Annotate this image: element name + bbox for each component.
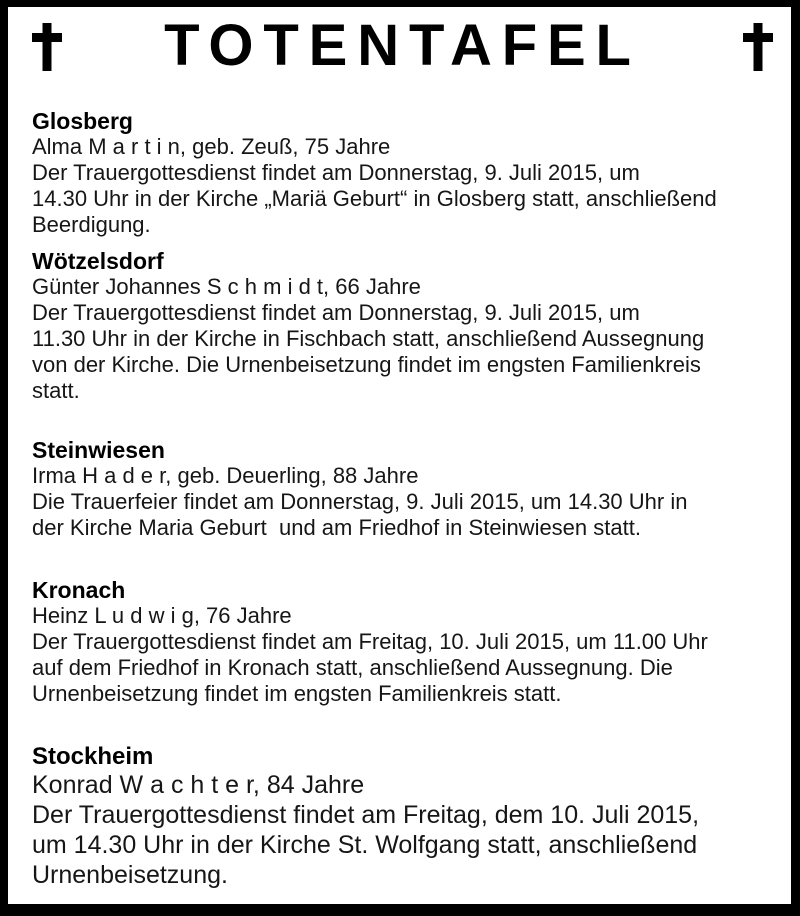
entry-name-line: Günter Johannes S c h m i d t, 66 Jahre: [32, 274, 421, 299]
entry-text-line: Urnenbeisetzung.: [32, 861, 228, 889]
entry-text-line: Der Trauergottesdienst findet am Freitag, dem 10. Juli 2015,: [32, 801, 700, 829]
entry-text-line: Urnenbeisetzung findet im engsten Familienkreis statt.: [32, 681, 562, 706]
entry-name-line: Heinz L u d w i g, 76 Jahre: [32, 603, 292, 628]
entry-text-line: der Kirche Maria Geburt und am Friedhof in Steinwiesen statt.: [32, 515, 641, 540]
entry-town: Stockheim: [32, 743, 154, 770]
obituary-entry-steinwiesen: [32, 437, 773, 541]
entry-text-line: Die Trauerfeier findet am Donnerstag, 9. Juli 2015, um 14.30 Uhr in: [32, 489, 688, 514]
entry-town: Steinwiesen: [32, 437, 165, 463]
latin-cross-icon: [32, 23, 62, 71]
entry-text-line: auf dem Friedhof in Kronach statt, anschließend Aussegnung. Die: [32, 655, 673, 680]
entry-name-line: Irma H a d e r, geb. Deuerling, 88 Jahre: [32, 463, 419, 488]
entry-text-line: 11.30 Uhr in der Kirche in Fischbach statt, anschließend Aussegnung: [32, 326, 705, 351]
obituary-entry-glosberg: [32, 108, 773, 238]
obituary-entry-stockheim: [32, 743, 773, 890]
entry-text-line: 14.30 Uhr in der Kirche „Mariä Geburt“ in Glosberg statt, anschließend: [32, 186, 717, 211]
entry-name-line: Alma M a r t i n, geb. Zeuß, 75 Jahre: [32, 134, 391, 159]
entry-text-line: von der Kirche. Die Urnenbeisetzung findet im engsten Familienkreis: [32, 352, 701, 377]
latin-cross-icon: [743, 23, 773, 71]
obituary-entry-kronach: [32, 577, 773, 707]
entry-text-line: Der Trauergottesdienst findet am Donnerstag, 9. Juli 2015, um: [32, 160, 640, 185]
entry-text-line: Beerdigung.: [32, 212, 151, 237]
entry-town: Kronach: [32, 577, 126, 603]
board-title: TOTENTAFEL: [164, 13, 641, 78]
entry-text-line: Der Trauergottesdienst findet am Freitag, 10. Juli 2015, um 11.00 Uhr: [32, 629, 708, 654]
entry-town: Wötzelsdorf: [32, 248, 164, 274]
totentafel-board: [8, 7, 791, 904]
entry-text-line: statt.: [32, 378, 80, 403]
entry-name-line: Konrad W a c h t e r, 84 Jahre: [32, 771, 365, 799]
board-header: [32, 13, 773, 78]
entry-town: Glosberg: [32, 108, 133, 134]
entry-text-line: um 14.30 Uhr in der Kirche St. Wolfgang statt, anschließend: [32, 831, 698, 859]
obituary-entry-woetzelsdorf: [32, 248, 773, 404]
entry-text-line: Der Trauergottesdienst findet am Donnerstag, 9. Juli 2015, um: [32, 300, 640, 325]
